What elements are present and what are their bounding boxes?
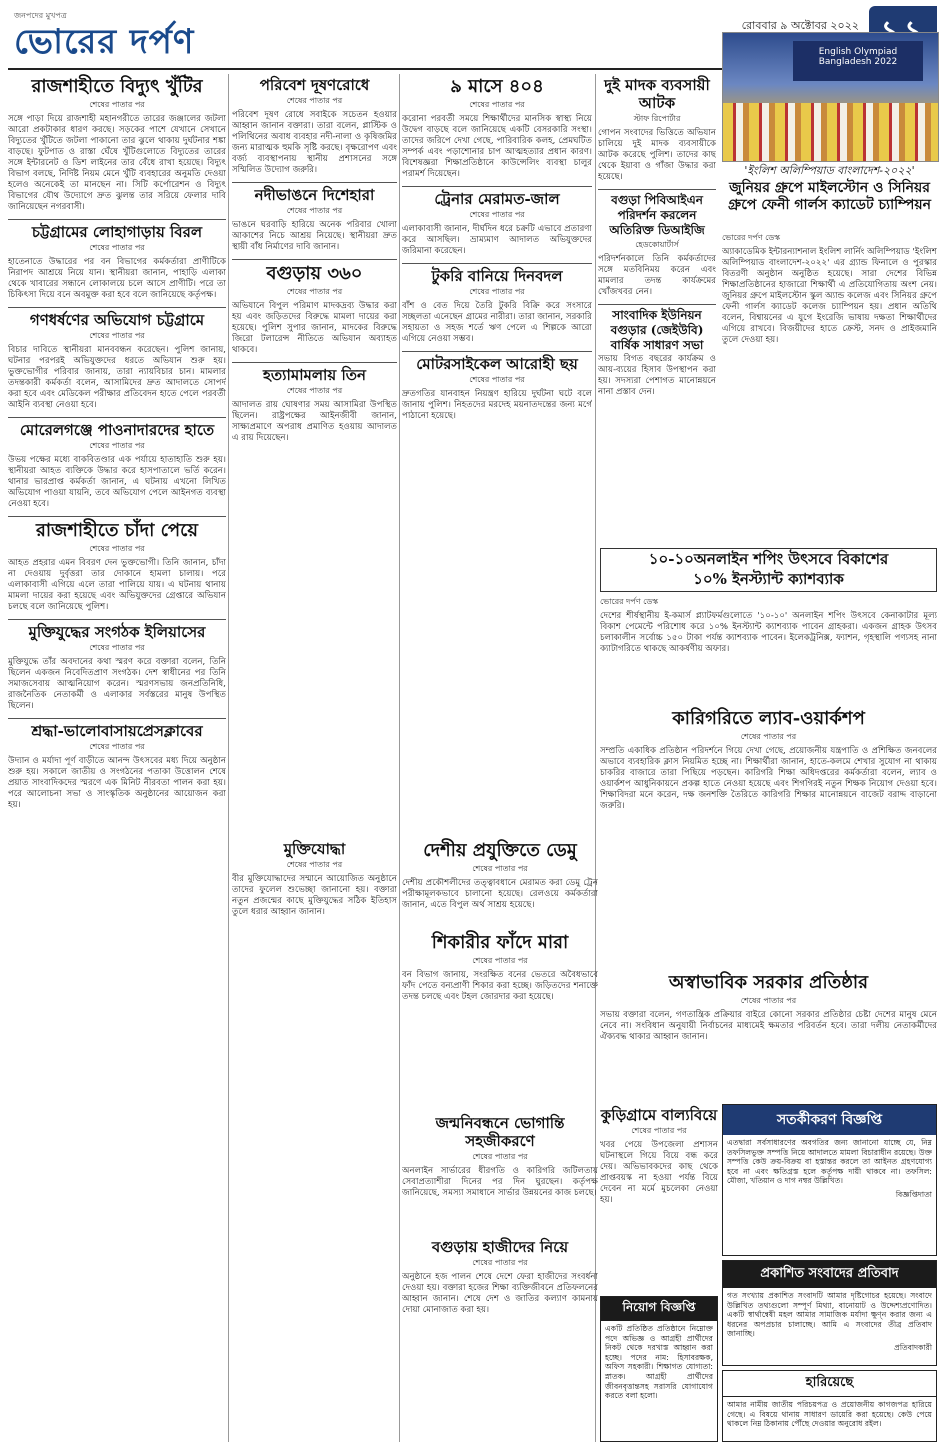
article [402, 838, 598, 926]
column-divider [228, 74, 229, 1442]
article-body: বন বিভাগ জানায়, সংরক্ষিত বনের ভেতরে অবৈধভাবে ফাঁদ পেতে বন্যপ্রাণী শিকার করা হচ্ছে। জড়িতদের শনাক্তে তদন্ত চলছে এবং টহল জোরদার করা হয়েছে। [402, 970, 598, 1002]
article-body: পরিবেশ দূষণ রোধে সবাইকে সচেতন হওয়ার আহ্বান জানান বক্তারা। তারা বলেন, প্লাস্টিক ও পলিথিনের অবাধ ব্যবহার নদী-নালা ও কৃষিজমির জন্য মারাত্মক হুমকি সৃষ্টি করছে। বৃক্ষরোপণ এবং বর্জ্য ব্যবস্থাপনায় স্থানীয় প্রশাসনের সঙ্গে সম্মিলিত উদ্যোগ জরুরি। [232, 110, 397, 175]
article-body: সভায় বক্তারা বলেন, গণতান্ত্রিক প্রক্রিয়ার বাইরে কোনো সরকার প্রতিষ্ঠার চেষ্টা দেশের মানুষ মেনে নেবে না। সংবিধান অনুযায়ী নির্বাচনের মাধ্যমেই ক্ষমতার পরিবর্তন হবে। তারা দলীয় নেতাকর্মীদের ঐক্যবদ্ধ থাকার আহ্বান জানান। [600, 1010, 937, 1042]
continued-label: শেষের পাতার পর [472, 864, 528, 873]
article-body: সঙ্গে পাড়া দিয়ে রাজশাহী মহানগরীতে তারের জঞ্জালের জটলা আরো প্রকটাকার ধারণ করছে। সড়কের পাশে যেখানে সেখানে বিদ্যুতের খুঁটিতে জটলা পাকানো তার ঝুলে থাকায় দুর্ঘটনার শঙ্কা বাড়ছে। ফুটপাত ও রাস্তা ঘেঁষে খুঁটিগুলোতে বিদ্যুতের তারের সঙ্গে ইন্টারনেট ও ডিশ লাইনের তার বেঁধে রাখা হয়েছে। বিদ্যুৎ বিভাগ বলছে, নির্দিষ্ট নিয়ম মেনে খুঁটি ব্যবহারের অনুমতি দেওয়া হলেও অনেকেই তা মানছেন না। সিটি কর্পোরেশন ও বিদ্যুৎ বিভাগের যৌথ উদ্যোগে দ্রুত ঝুলন্ত তার সরিয়ে ফেলার দাবি জানিয়েছেন নগরবাসী। [8, 114, 226, 212]
byline: ভোরের দর্পণ ডেস্ক [722, 233, 780, 242]
article [8, 722, 226, 811]
column-1 [8, 74, 226, 1442]
divider [598, 304, 716, 305]
notice-signature: প্রতিবাদকারী [894, 1342, 932, 1352]
notice-body: গত সংখ্যায় প্রকাশিত সংবাদটি আমার দৃষ্টিগোচর হয়েছে। সংবাদে উল্লিখিত তথ্যগুলো সম্পূর্ণ মিথ্যা, বানোয়াট ও উদ্দেশ্যপ্রণোদিত। একটি স্বার্থান্বেষী মহল আমার সামাজিক মর্যাদা ক্ষুণ্ন করার জন্য এ ধরনের অপপ্রচার চালাচ্ছে। আমি এ সংবাদের তীব্র প্রতিবাদ জানাচ্ছি। [727, 1291, 932, 1339]
continued-label: শেষের পাতার পর [286, 96, 343, 105]
article-body: সভায় বিগত বছরের কার্যক্রম ও আয়-ব্যয়ের হিসাব উপস্থাপন করা হয়। সদস্যরা পেশাগত মানোন্নয়নে নানা প্রস্তাব দেন। [598, 354, 716, 397]
article-body: অভিযানে বিপুল পরিমাণ মাদকদ্রব্য উদ্ধার করা হয় এবং জড়িতদের বিরুদ্ধে মামলা দায়ের করা হয়েছে। পুলিশ সুপার জানান, মাদকের বিরুদ্ধে জিরো টলারেন্স নীতিতে অভিযান অব্যাহত থাকবে। [232, 301, 397, 355]
article-body: পরিদর্শনকালে তিনি কর্মকর্তাদের সঙ্গে মতবিনিময় করেন এবং মামলার তদন্ত কার্যক্রমের খোঁজখবর নেন। [598, 254, 716, 297]
article [402, 267, 592, 345]
article-body: এলাকাবাসী জানান, দীর্ঘদিন ধরে চক্রটি এভাবে প্রতারণা করে আসছিল। ভ্রাম্যমাণ আদালত অভিযুক্তদের জরিমানা করেছেন। [402, 224, 592, 256]
article [600, 970, 937, 1100]
bkash-headline-box [600, 548, 937, 592]
continued-label: শেষের পাতার পর [469, 210, 525, 219]
notice-body: একটি প্রতিষ্ঠিত প্রতিষ্ঠানে নিম্নোক্ত পদে অভিজ্ঞ ও আগ্রহী প্রার্থীদের নিকট থেকে দরখাস্ত আহ্বান করা হচ্ছে। পদের নাম: হিসাবরক্ষক, অফিস সহকারী। শিক্ষাগত যোগ্যতা: স্নাতক। আগ্রহী প্রার্থীদের জীবনবৃত্তান্তসহ সরাসরি যোগাযোগ করতে বলা হলো। [605, 1324, 713, 1401]
continued-label: শেষের পাতার পর [469, 100, 525, 109]
divider [8, 516, 226, 517]
lead-headline: জুনিয়র গ্রুপে মাইলস্টোন ও সিনিয়র গ্রুপে ফেনী গার্লস ক্যাডেট চ্যাম্পিয়ন [728, 180, 931, 213]
promo-headline-line2: ১০% ইনস্ট্যান্ট ক্যাশব্যাক [693, 570, 844, 588]
article-headline: বগুড়া পিবিআইএন পরিদর্শন করলেন অতিরিক্ত ডিআইজি [609, 193, 705, 237]
column-2 [232, 74, 397, 834]
article-headline: বগুড়ায় হাজীদের নিয়ে [431, 1238, 569, 1256]
article-headline: রাজশাহীতে বিদ্যুৎ খুঁটির [31, 76, 203, 97]
article [402, 355, 592, 422]
continued-label: শেষের পাতার পর [286, 860, 343, 869]
notice-title: হারিয়েছে [723, 1371, 936, 1397]
article-headline: রাজশাহীতে চাঁদা পেয়ে [36, 520, 198, 541]
article-headline: জন্মনিবন্ধনে ভোগান্তি সহজীকরণে [435, 1114, 565, 1150]
article-headline: ৯ মাসে ৪০৪ [450, 76, 544, 97]
photo-crowd [723, 103, 938, 161]
notice-title: প্রকাশিত সংবাদের প্রতিবাদ [723, 1261, 936, 1288]
article-headline: অস্বাভাবিক সরকার প্রতিষ্ঠার [668, 972, 869, 993]
notice-body: আমার নামীয় জাতীয় পরিচয়পত্র ও প্রয়োজনীয় কাগজপত্র হারিয়ে গেছে। এ বিষয়ে থানায় সাধারণ ডায়েরি করা হয়েছে। কেউ পেয়ে থাকলে নিম্ন ঠিকানায় পৌঁছে দেওয়ার অনুরোধ রইল। [727, 1400, 932, 1429]
logo-text: ভোরের দর্পণ [14, 22, 195, 62]
article-headline: কারিগরিতে ল্যাব-ওয়ার্কশপ [672, 708, 865, 729]
job-notice [600, 1296, 718, 1442]
article-headline: মোরেলগঞ্জে পাওনাদারদের হাতে [19, 421, 215, 439]
article-headline: ট্রেনার মেরামত-জাল [434, 190, 560, 208]
article [232, 186, 397, 253]
continued-label: শেষের পাতার পর [89, 544, 145, 553]
protest-notice [722, 1260, 937, 1366]
article [8, 223, 226, 301]
article [598, 308, 716, 398]
article-headline: গণধর্ষণের অভিযোগ চট্টগ্রামে [29, 311, 205, 329]
article [402, 190, 592, 257]
continued-label: শেষের পাতার পর [89, 100, 145, 109]
article-body: দেশীয় প্রকৌশলীদের তত্ত্বাবধানে মেরামত করা ডেমু ট্রেন পরীক্ষামূলকভাবে চালানো হয়েছে। রেলওয়ে কর্মকর্তারা জানান, এতে বিপুল অর্থ সাশ্রয় হয়েছে। [402, 878, 598, 910]
byline: হেডকোয়ার্টার্স [635, 240, 679, 249]
continued-label: শেষের পাতার পর [472, 1152, 528, 1161]
continued-label: শেষের পাতার পর [740, 996, 797, 1005]
article [598, 193, 716, 298]
article [8, 421, 226, 510]
divider [402, 186, 592, 187]
continued-label: শেষের পাতার পর [286, 206, 343, 215]
continued-label: শেষের পাতার পর [472, 956, 528, 965]
continued-label: শেষের পাতার পর [89, 643, 145, 652]
notice-title: সতর্কীকরণ বিজ্ঞপ্তি [723, 1105, 936, 1135]
article-headline: চট্টগ্রামের লোহাগাড়ায় বিরল [31, 223, 203, 241]
promo-article [600, 596, 937, 702]
article-body: আদালত রায় ঘোষণার সময় আসামিরা উপস্থিত ছিলেন। রাষ্ট্রপক্ষের আইনজীবী জানান, সাক্ষ্যপ্রমাণে অপরাধ প্রমাণিত হওয়ায় আদালত এ রায় দিয়েছেন। [232, 400, 397, 443]
article-headline: মোটরসাইকেল আরোহী ছয় [416, 355, 578, 373]
continued-label: শেষের পাতার পর [89, 331, 145, 340]
article [600, 706, 937, 966]
lead-article [722, 232, 937, 550]
article-body: হাতেনাতে উদ্ধারের পর বন বিভাগের কর্মকর্তারা প্রাণীটিকে নিরাপদ আশ্রয়ে নিয়ে যান। স্থানীয়রা জানান, পাহাড়ি এলাকা থেকে খাবারের সন্ধানে লোকালয়ে চলে আসে প্রাণীটি। পরে তা চিকিৎসা দিয়ে বনে অবমুক্ত করা হবে বলে জানিয়েছে কর্তৃপক্ষ। [8, 257, 226, 300]
article-body: বাঁশ ও বেত দিয়ে তৈরি টুকরি বিক্রি করে সংসারে সচ্ছলতা এনেছেন গ্রামের নারীরা। তারা জানান, সরকারি সহায়তা ও সহজ শর্তে ঋণ পেলে এ শিল্পকে আরো এগিয়ে নেওয়া সম্ভব। [402, 301, 592, 344]
continued-label: শেষের পাতার পর [89, 243, 145, 252]
article-headline: কুড়িগ্রামে বাল্যবিয়ে [600, 1106, 718, 1124]
article-headline: শিকারীর ফাঁদে মারা [431, 932, 569, 953]
article-body: বীর মুক্তিযোদ্ধাদের সম্মানে আয়োজিত অনুষ্ঠানে তাদের ফুলেল শুভেচ্ছা জানানো হয়। বক্তারা নতুন প্রজন্মের কাছে মুক্তিযুদ্ধের সঠিক ইতিহাস তুলে ধরার আহ্বান জানান। [232, 874, 397, 917]
article-body: অনলাইন সার্ভারের ধীরগতি ও কারিগরি জটিলতায় সেবাপ্রত্যাশীরা দিনের পর দিন ঘুরছেন। কর্তৃপক্ষ জানিয়েছে, সমস্যা সমাধানে সার্ভার উন্নয়নের কাজ চলছে। [402, 1166, 598, 1198]
article-headline: দুই মাদক ব্যবসায়ী আটক [604, 76, 710, 112]
warning-notice [722, 1104, 937, 1256]
article [402, 1236, 598, 1442]
continued-label: শেষের পাতার পর [472, 1258, 528, 1267]
continued-label: শেষের পাতার পর [740, 732, 797, 741]
article-body: ভাঙনে ঘরবাড়ি হারিয়ে অনেক পরিবার খোলা আকাশের নিচে আশ্রয় নিয়েছে। স্থানীয়রা দ্রুত স্থায়ী বাঁধ নির্মাণের দাবি জানান। [232, 220, 397, 252]
continued-label: শেষের পাতার পর [286, 386, 343, 395]
continued-label: শেষের পাতার পর [89, 441, 145, 450]
column-divider [399, 74, 400, 1442]
continued-label: শেষের পাতার পর [631, 1126, 687, 1135]
divider [402, 351, 592, 352]
article [8, 623, 226, 712]
article-body: অনুষ্ঠানে হজ পালন শেষে দেশে ফেরা হাজীদের সংবর্ধনা দেওয়া হয়। বক্তারা হজের শিক্ষা ব্যক্তিজীবনে প্রতিফলনের আহ্বান জানান। শেষে দেশ ও জাতির কল্যাণ কামনায় দোয়া মোনাজাত করা হয়। [402, 1272, 598, 1315]
divider [232, 362, 397, 363]
article-body: সম্প্রতি একাধিক প্রতিষ্ঠান পরিদর্শনে গিয়ে দেখা গেছে, প্রয়োজনীয় যন্ত্রপাতি ও প্রশিক্ষিত জনবলের অভাবে ব্যবহারিক ক্লাস নিয়মিত হচ্ছে না। শিক্ষার্থীরা জানান, হাতে-কলমে শেখার সুযোগ না থাকায় চাকরির বাজারে তারা পিছিয়ে পড়ছেন। কারিগরি শিক্ষা অধিদপ্তরের কর্মকর্তারা বলেন, ল্যাব ও ওয়ার্কশপ আধুনিকায়নে প্রকল্প হাতে নেওয়া হয়েছে এবং শিগগিরই নতুন শিক্ষক নিয়োগ দেওয়া হবে। শিক্ষাবিদরা মনে করেন, দক্ষ জনশক্তি তৈরিতে কারিগরি শিক্ষার মানোন্নয়নে বাজেট বরাদ্দ বাড়ানো জরুরি। [600, 746, 937, 811]
lost-notice [722, 1370, 937, 1442]
divider [232, 259, 397, 260]
article-headline: মুক্তিযোদ্ধা [283, 840, 346, 858]
divider [8, 718, 226, 719]
article [8, 311, 226, 411]
notice-signature: বিজ্ঞপ্তিদাতা [895, 1189, 932, 1199]
article [232, 366, 397, 444]
article-headline: নদীভাঙনে দিশেহারা [254, 186, 375, 204]
article [232, 263, 397, 356]
article-body: করোনা পরবর্তী সময়ে শিক্ষার্থীদের মানসিক স্বাস্থ্য নিয়ে উদ্বেগ বাড়ছে বলে জানিয়েছে একটি বেসরকারি সংস্থা। তাদের জরিপে দেখা গেছে, পারিবারিক কলহ, প্রেমঘটিত সম্পর্ক এবং পড়াশোনার চাপ আত্মহত্যার প্রধান কারণ। বিশেষজ্ঞরা শিক্ষাপ্রতিষ্ঠানে কাউন্সেলিং ব্যবস্থা চালুর পরামর্শ দিয়েছেন। [402, 114, 592, 179]
notice-title: নিয়োগ বিজ্ঞপ্তি [601, 1297, 717, 1321]
article [402, 1112, 598, 1232]
article-body: আহত প্রহরার এমন বিবরণ দেন ভুক্তভোগী। তিনি জানান, চাঁদা না দেওয়ায় দুর্বৃত্তরা তার দোকানে হামলা চালায়। পরে এলাকাবাসী এগিয়ে এলে তারা পালিয়ে যায়। এ ঘটনায় থানায় মামলা দায়ের করা হয়েছে এবং অভিযুক্তদের গ্রেপ্তারে অভিযান চলছে বলে জানিয়েছে পুলিশ। [8, 558, 226, 612]
article-body: দেশের শীর্ষস্থানীয় ই-কমার্স প্ল্যাটফর্মগুলোতে '১০-১০' অনলাইন শপিং উৎসবে কেনাকাটার মূল্য বিকাশ পেমেন্টে পরিশোধ করে ১০% ইনস্ট্যান্ট ক্যাশব্যাক পাবেন গ্রাহকরা। একজন গ্রাহক উৎসব চলাকালীন সর্বোচ্চ ১৫০ টাকা পর্যন্ত ক্যাশব্যাক পাবেন। ইলেকট্রনিক্স, ফ্যাশন, গৃহস্থালি পণ্যসহ নানা ক্যাটাগরিতে থাকছে আকর্ষণীয় অফার। [600, 611, 937, 654]
article [600, 1104, 718, 1292]
article-body: অ্যাকাডেমিক ইন্টারন্যাশনাল ইংলিশ লার্নিং অলিম্পিয়াড 'ইংলিশ অলিম্পিয়াড বাংলাদেশ-২০২২' এর গ্র্যান্ড ফিনালে ও পুরস্কার বিতরণী অনুষ্ঠান অনুষ্ঠিত হয়েছে। সারা দেশের বিভিন্ন শিক্ষাপ্রতিষ্ঠানের হাজারো শিক্ষার্থী এ প্রতিযোগিতায় অংশ নেয়। জুনিয়র গ্রুপে মাইলস্টোন স্কুল অ্যান্ড কলেজ এবং সিনিয়র গ্রুপে ফেনী গার্লস ক্যাডেট কলেজ চ্যাম্পিয়ন হয়। প্রধান অতিথি বলেন, বিশ্বায়নের এ যুগে ইংরেজি ভাষায় দক্ষতা শিক্ষার্থীদের এগিয়ে রাখবে। বিজয়ীদের হাতে ক্রেস্ট, সনদ ও প্রাইজমানি তুলে দেওয়া হয়। [722, 247, 937, 345]
article-headline: সাংবাদিক ইউনিয়ন বগুড়ার (জেইউবি) বার্ষিক সাধারণ সভা [610, 308, 704, 352]
divider [598, 189, 716, 190]
divider [232, 182, 397, 183]
article [598, 76, 716, 183]
article-headline: মুক্তিযুদ্ধের সংগঠক ইলিয়াসের [28, 623, 206, 641]
continued-label: শেষের পাতার পর [469, 287, 525, 296]
article-body: গোপন সংবাদের ভিত্তিতে অভিযান চালিয়ে দুই মাদক ব্যবসায়ীকে আটক করেছে পুলিশ। তাদের কাছ থেকে ইয়াবা ও গাঁজা উদ্ধার করা হয়েছে। [598, 128, 716, 182]
date-english: রোববার ৯ অক্টোবর ২০২২ [741, 19, 859, 32]
article-body: উভয় পক্ষের মধ্যে বাকবিতণ্ডার এক পর্যায়ে হাতাহাতি শুরু হয়। স্থানীয়রা আহত ব্যক্তিকে উদ্ধার করে হাসপাতালে ভর্তি করেন। থানার ভারপ্রাপ্ত কর্মকর্তা জানান, এ ঘটনায় এখনো লিখিত অভিযোগ পাওয়া যায়নি, তবে অভিযোগ পেলে আইনগত ব্যবস্থা নেওয়া হবে। [8, 455, 226, 509]
photo-caption: 'ইংলিশ অলিম্পিয়াড বাংলাদেশ-২০২২' [744, 164, 915, 177]
photo-banner: English Olympiad Bangladesh 2022 [793, 41, 923, 81]
article [232, 838, 397, 1442]
article [8, 520, 226, 613]
article-headline: শ্রদ্ধা-ভালোবাসায়প্রেসক্লাবের [31, 722, 203, 740]
continued-label: শেষের পাতার পর [286, 287, 343, 296]
event-photo [722, 32, 939, 162]
divider [8, 619, 226, 620]
byline: স্টাফ রিপোর্টার [633, 114, 681, 123]
article [8, 76, 226, 213]
article-body: মুক্তিযুদ্ধে তাঁর অবদানের কথা স্মরণ করে বক্তারা বলেন, তিনি ছিলেন একজন নিবেদিতপ্রাণ সংগঠক। দেশ স্বাধীনের পর তিনি সমাজসেবায় আত্মনিয়োগ করেন। স্মরণসভায় জনপ্রতিনিধি, রাজনৈতিক নেতাকর্মী ও এলাকার সর্বস্তরের মানুষ উপস্থিত ছিলেন। [8, 657, 226, 711]
divider [8, 307, 226, 308]
article-headline: হত্যামামলায় তিন [263, 366, 366, 384]
byline: ভোরের দর্পণ ডেস্ক [600, 597, 658, 606]
article [232, 76, 397, 176]
article-body: বিচার দাবিতে স্থানীয়রা মানববন্ধন করেছেন। পুলিশ জানায়, ঘটনার পরপরই অভিযুক্তদের ধরতে অভিযান শুরু হয়। ভুক্তভোগীর পরিবার জানায়, তারা ন্যায়বিচার চান। মামলার তদন্তকারী কর্মকর্তা বলেন, আসামিদের দ্রুত আদালতে সোপর্দ করা হবে এবং মেডিকেল পরীক্ষার প্রতিবেদন হাতে পেলে পরবর্তী আইনি ব্যবস্থা নেওয়া হবে। [8, 345, 226, 410]
article-headline: পরিবেশ দূষণরোধে [259, 76, 370, 94]
lead-headline-block [722, 178, 937, 215]
notice-body: এতদ্বারা সর্বসাধারণের অবগতির জন্য জানানো যাচ্ছে যে, নিম্ন তফসিলভুক্ত সম্পত্তি নিয়ে আদালতে মামলা বিচারাধীন রয়েছে। উক্ত সম্পত্তি কেউ ক্রয়-বিক্রয় বা হস্তান্তর করলে তা আইনত গ্রহণযোগ্য হবে না এবং ক্ষতিগ্রস্ত হলে কর্তৃপক্ষ দায়ী থাকবে না। তফসিল: মৌজা, খতিয়ান ও দাগ নম্বর উল্লিখিত। [727, 1138, 932, 1186]
logo [14, 10, 194, 61]
continued-label: শেষের পাতার পর [89, 742, 145, 751]
article-headline: দেশীয় প্রযুক্তিতে ডেমু [423, 840, 577, 861]
article-body: খবর পেয়ে উপজেলা প্রশাসন ঘটনাস্থলে গিয়ে বিয়ে বন্ধ করে দেয়। অভিভাবকদের কাছ থেকে প্রাপ্তবয়স্ক না হওয়া পর্যন্ত বিয়ে দেবেন না মর্মে মুচলেকা নেওয়া হয়। [600, 1140, 718, 1205]
divider [402, 263, 592, 264]
article-headline: বগুড়ায় ৩৬০ [266, 263, 363, 284]
continued-label: শেষের পাতার পর [469, 375, 525, 384]
article-body: দ্রুতগতির যানবাহন নিয়ন্ত্রণ হারিয়ে দুর্ঘটনা ঘটে বলে জানায় পুলিশ। নিহতদের মরদেহ ময়নাতদন্তের জন্য মর্গে পাঠানো হয়েছে। [402, 389, 592, 421]
divider [8, 219, 226, 220]
promo-headline-line1: ১০-১০অনলাইন শপিং উৎসবে বিকাশের [648, 550, 889, 568]
logo-tagline: জনপদের মুখপত্র [14, 11, 67, 20]
article [402, 930, 598, 1110]
article [402, 76, 592, 180]
article-headline: টুকরি বানিয়ে দিনবদল [431, 267, 563, 285]
article-body: উদ্যান ও মর্যাদা পূর্ণ বাড়ীতে আনন্দ উৎসবের মধ্য দিয়ে অনুষ্ঠান শুরু হয়। সকালে জাতীয় ও সংগঠনের পতাকা উত্তোলন শেষে প্রয়াত সাংবাদিকদের স্মরণে এক মিনিট নীরবতা পালন করা হয়। পরে আলোচনা সভা ও সাংস্কৃতিক অনুষ্ঠানের আয়োজন করা হয়। [8, 756, 226, 810]
divider [8, 417, 226, 418]
column-3 [402, 74, 592, 834]
